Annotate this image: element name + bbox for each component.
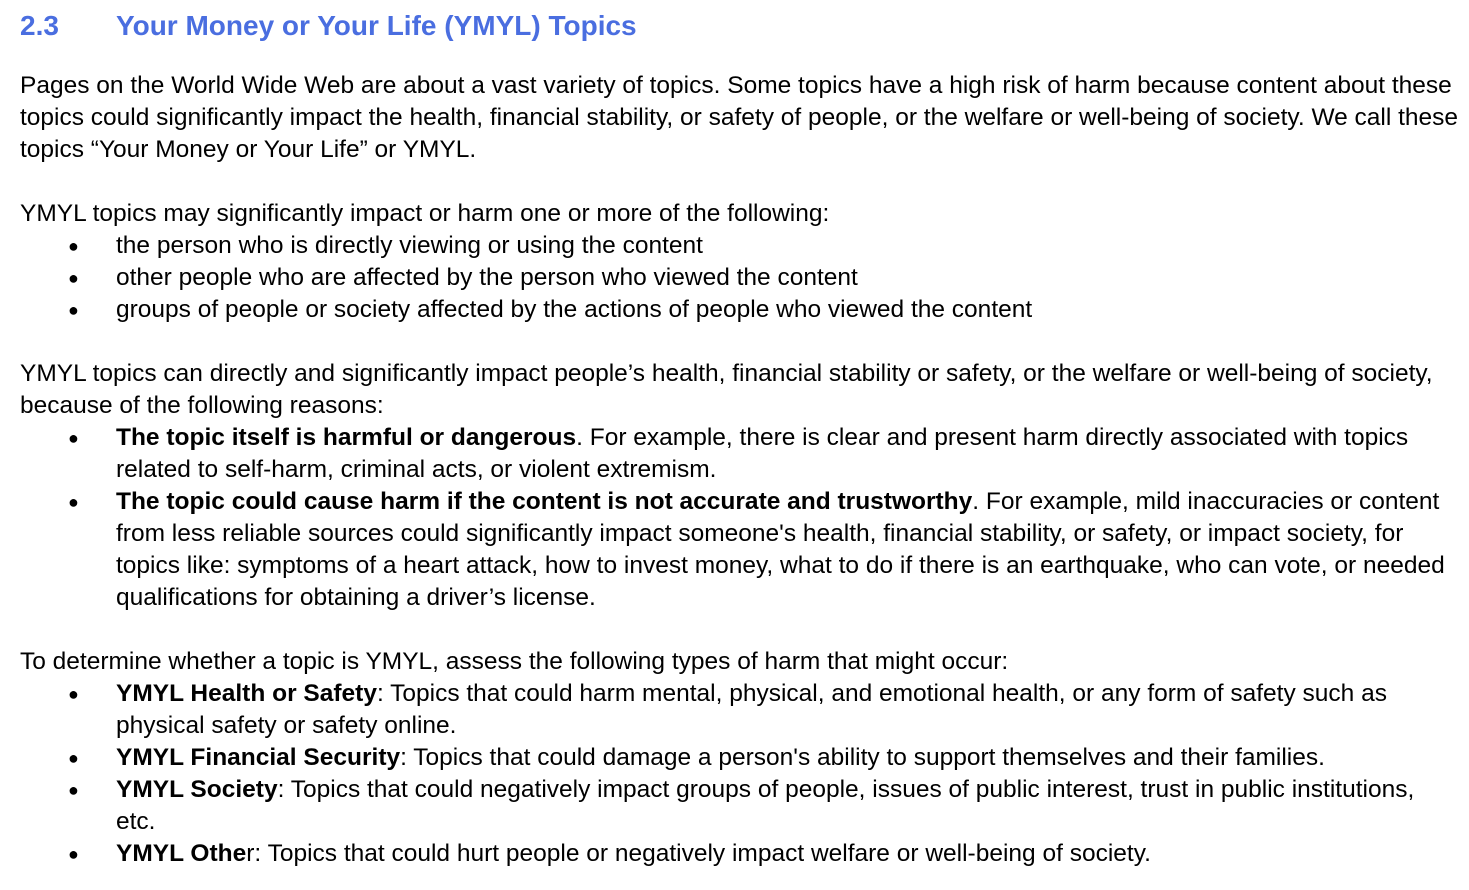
list-item: ● the person who is directly viewing or using the content [20,230,1460,262]
impact-list [20,230,1460,326]
bullet-icon: ● [68,684,79,704]
bullet-icon: ● [68,844,79,864]
bullet-icon: ● [68,236,79,256]
bullet-icon: ● [68,780,79,800]
reasons-list [20,422,1460,614]
harm-types-lead: To determine whether a topic is YMYL, assess the following types of harm that might occur: [20,648,1009,675]
reason-title: The topic itself is harmful or dangerous [116,424,577,451]
list-item: ● The topic itself is harmful or dangerous. For example, there is clear and present harm directly associated with topics related to self-harm, criminal acts, or violent extremism. [68,424,1409,483]
reasons-lead: YMYL topics can directly and significantly impact people’s health, financial stability or safety, or the welfare or well-being of society, because of the following reasons: [20,360,1433,419]
impact-lead: YMYL topics may significantly impact or harm one or more of the following: [20,200,830,227]
bullet-icon: ● [68,300,79,320]
bullet-icon: ● [68,428,79,448]
list-item: ● YMYL Financial Security: Topics that could damage a person's ability to support themselves and their families. [20,742,1460,774]
bullet-icon: ● [68,492,79,512]
harm-types-list [20,678,1460,870]
list-item: ● The topic could cause harm if the content is not accurate and trustworthy. For example, mild inaccuracies or content from less reliable sources could significantly impact someone's health, financial stability, or safety, or impact society, for topics like: symptoms of a heart attack, how to invest money, what to do if there is an earthquake, who can vote, or needed qualifications for obtaining a driver’s license. [68,488,1445,611]
section-heading [20,8,637,44]
list-item: ● YMYL Health or Safety: Topics that could harm mental, physical, and emotional health, or any form of safety such as physical safety or safety online. [68,680,1387,739]
bullet-icon: ● [68,748,79,768]
intro-paragraph: Pages on the World Wide Web are about a vast variety of topics. Some topics have a high risk of harm because content about these topics could significantly impact the health, financial stability, or safety of people, or the welfare or well-being of society. We call these topics “Your Money or Your Life” or YMYL. [20,72,1459,163]
list-item: ● YMYL Society: Topics that could negatively impact groups of people, issues of public interest, trust in public institutions, etc. [68,776,1415,835]
list-item: ● YMYL Other: Topics that could hurt people or negatively impact welfare or well-being of society. [20,838,1460,870]
reason-title: The topic could cause harm if the content is not accurate and trustworthy [116,488,973,515]
harm-type-title: YMYL Othe [116,840,247,867]
harm-type-title: YMYL Health or Safety [116,680,377,707]
harm-type-title: YMYL Society [116,776,278,803]
section-title: Your Money or Your Life (YMYL) Topics [116,10,637,41]
list-item: ● groups of people or society affected by the actions of people who viewed the content [20,294,1460,326]
list-item: ● other people who are affected by the person who viewed the content [20,262,1460,294]
section-number: 2.3 [20,10,59,41]
harm-type-title: YMYL Financial Security [116,744,401,771]
bullet-icon: ● [68,268,79,288]
